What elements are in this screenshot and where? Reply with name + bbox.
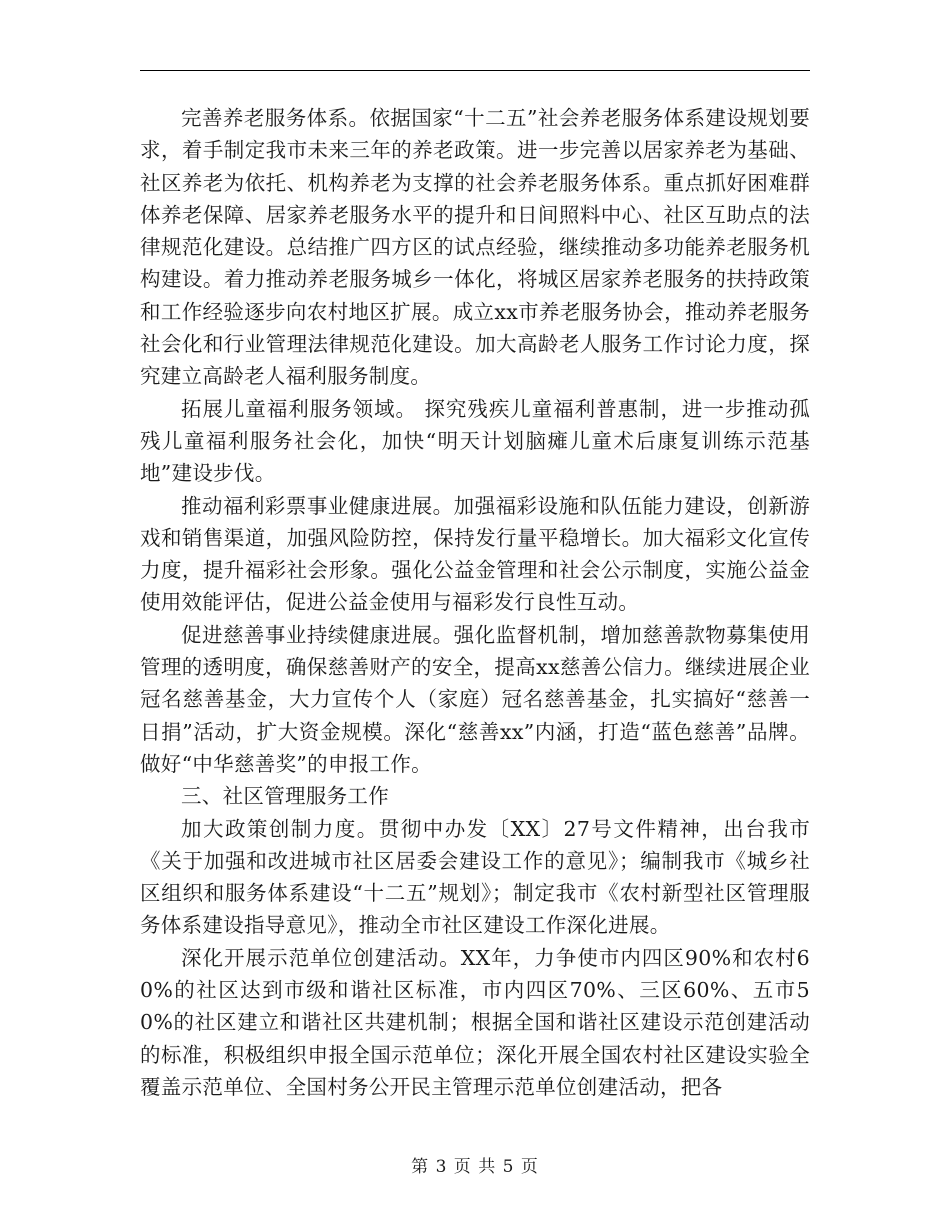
document-body	[140, 102, 810, 1103]
paragraph-elderly-care: 完善养老服务体系。依据国家“十二五”社会养老服务体系建设规划要求，着手制定我市未来三年的养老政策。进一步完善以居家养老为基础、社区养老为依托、机构养老为支撑的社会养老服务体系。重点抓好困难群体养老保障、居家养老服务水平的提升和日间照料中心、社区互助点的法律规范化建设。总结推广四方区的试点经验，继续推动多功能养老服务机构建设。着力推动养老服务城乡一体化，将城区居家养老服务的扶持政策和工作经验逐步向农村地区扩展。成立xx市养老服务协会，推动养老服务社会化和行业管理法律规范化建设。加大高龄老人服务工作讨论力度，探究建立高龄老人福利服务制度。	[140, 106, 810, 389]
paragraph-policy: 加大政策创制力度。贯彻中办发〔XX〕27号文件精神，出台我市《关于加强和改进城市社区居委会建设工作的意见》；编制我市《城乡社区组织和服务体系建设“十二五”规划》；制定我市《农村新型社区管理服务体系建设指导意见》，推动全市社区建设工作深化进展。	[140, 816, 810, 938]
section-heading-community: 三、社区管理服务工作	[181, 784, 389, 809]
header-rule	[140, 70, 810, 71]
paragraph-welfare-lottery: 推动福利彩票事业健康进展。加强福彩设施和队伍能力建设，创新游戏和销售渠道，加强风险防控，保持发行量平稳增长。加大福彩文化宣传力度，提升福彩社会形象。强化公益金管理和社会公示制度，实施公益金使用效能评估，促进公益金使用与福彩发行良性互动。	[140, 493, 810, 615]
paragraph-charity: 促进慈善事业持续健康进展。强化监督机制，增加慈善款物募集使用管理的透明度，确保慈善财产的安全，提高xx慈善公信力。继续进展企业冠名慈善基金，大力宣传个人（家庭）冠名慈善基金，扎实搞好“慈善一日捐”活动，扩大资金规模。深化“慈善xx”内涵，打造“蓝色慈善”品牌。做好“中华慈善奖”的申报工作。	[140, 622, 810, 776]
page-number: 第 3 页 共 5 页	[411, 1157, 539, 1177]
paragraph-demonstration: 深化开展示范单位创建活动。XX年，力争使市内四区90%和农村60%的社区达到市级和谐社区标准，市内四区70%、三区60%、五市50%的社区建立和谐社区共建机制；根据全国和谐社区建设示范创建活动的标准，积极组织申报全国示范单位；深化开展全国农村社区建设实验全覆盖示范单位、全国村务公开民主管理示范单位创建活动，把各	[140, 945, 810, 1099]
paragraph-child-welfare: 拓展儿童福利服务领域。 探究残疾儿童福利普惠制，进一步推动孤残儿童福利服务社会化，加快“明天计划脑瘫儿童术后康复训练示范基地”建设步伐。	[140, 396, 810, 486]
